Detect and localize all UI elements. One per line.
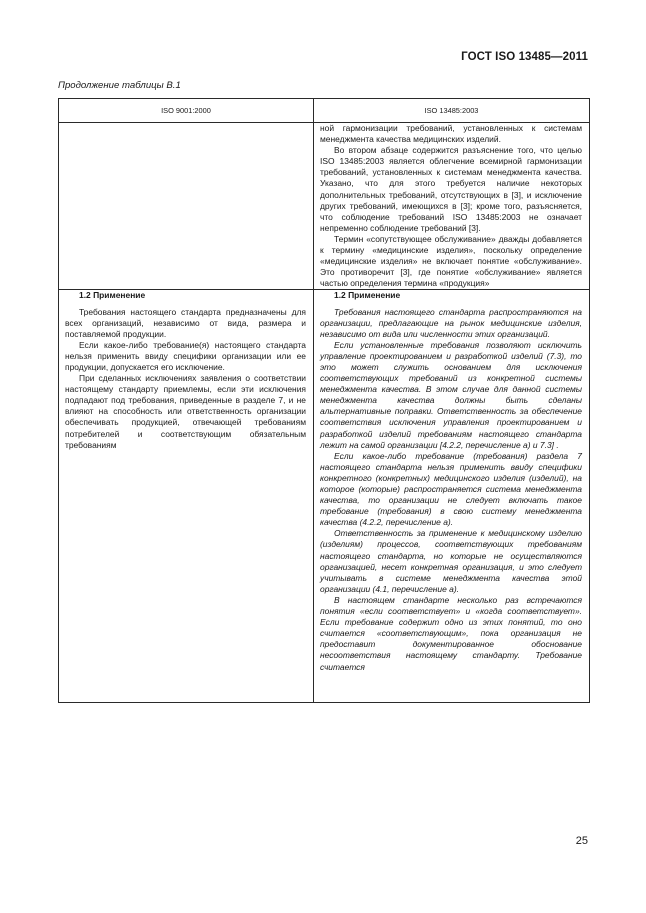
- paragraph: Термин «сопутствующее обслуживание» дважды добавляется к термину «медицинские изделия», поскольку определение «медицинские изделия» не включает понятие «обслуживание». Это противоречит [3], где понятие «обслуживание» является частью определения термина «продукция»: [320, 233, 582, 289]
- row2-right-cell: [314, 290, 590, 703]
- column-header-iso13485: ISO 13485:2003: [314, 99, 590, 123]
- table-row: [59, 123, 590, 290]
- paragraph: В настоящем стандарте несколько раз встречаются понятия «если соответствует» и «когда соответствует». Если требование содержит одно из этих понятий, то оно считается «соответствующим», пока организация не предоставит документированное обоснование несоответствия настоящему стандарту. Требование считается: [320, 594, 582, 672]
- row1-right-cell: [314, 123, 590, 290]
- page-number: 25: [575, 835, 588, 847]
- row1-left-cell: [59, 123, 314, 290]
- row2-left-cell: [59, 290, 314, 703]
- document-header: ГОСТ ISO 13485—2011: [461, 51, 588, 63]
- column-header-iso9001: ISO 9001:2000: [59, 99, 314, 123]
- paragraph: Если какое-либо требование(я) настоящего стандарта нельзя применить ввиду специфики организации или ее продукции, допускается его исключение.: [65, 339, 306, 372]
- comparison-table: [58, 98, 590, 703]
- paragraph: При сделанных исключениях заявления о соответствии настоящему стандарту приемлемы, если эти исключения подпадают под требования, приведенные в разделе 7, и не влияют на способность или ответственность организации обеспечивать продукцией, отвечающей требованиям потребителей и соответствующим обязательным требованиям: [65, 373, 306, 450]
- paragraph: Если установленные требования позволяют исключить управление проектированием и разработкой изделий (7.3), то это может служить основанием для исключения соответствующих требований из конкретной системы менеджмента качества. В этом случае для данной системы менеджмента качества должны быть сделаны альтернативные поправки. Ответственность за обеспечение соответствия исключения управления проектированием и разработкой изделий требованиям настоящего стандарта лежит на самой организации [4.2.2, перечисление а) и 7.3] .: [320, 339, 582, 450]
- table-caption: Продолжение таблицы В.1: [58, 80, 181, 91]
- paragraph: Требования настоящего стандарта распространяются на организации, предлагающие на рынок медицинские изделия, независимо от вида или численности этих организаций.: [320, 306, 582, 339]
- table-row: [59, 290, 590, 703]
- section-heading: 1.2 Применение: [334, 290, 401, 301]
- paragraph: Во втором абзаце содержится разъяснение того, что целью ISO 13485:2003 является облегчение всемирной гармонизации требований, установленных к системам менеджмента качества. Указано, что для этого требуется наличие некоторых дополнительных требований, отсутствующих в [3], и исключение других требований, имеющихся в [3]; кроме того, разъясняется, что соблюдение требований ISO 13485:2003 не означает непременно соблюдение требований [3].: [320, 145, 582, 233]
- paragraph: ной гармонизации требований, установленных к системам менеджмента качества медицинских изделий.: [320, 123, 582, 145]
- section-heading: 1.2 Применение: [79, 290, 146, 301]
- paragraph: Если какое-либо требование (требования) раздела 7 настоящего стандарта нельзя применить ввиду специфики конкретного (конкретных) медицинского изделия (изделий), на которое (которые) распространяется система менеджмента качества, то организации не следует включать такое требование (требования) в свою систему менеджмента качества (4.2.2, перечисление а).: [320, 450, 582, 528]
- paragraph: Требования настоящего стандарта предназначены для всех организаций, независимо от вида, размера и поставляемой продукции.: [65, 306, 306, 339]
- paragraph: Ответственность за применение к медицинскому изделию (изделиям) процессов, соответствующих требованиям настоящего стандарта, но которые не осуществляются организацией, несет конкретная организация, и это следует учитывать в системе менеджмента качества этой организации (4.1, перечисление а).: [320, 528, 582, 594]
- table-header-row: [59, 99, 590, 123]
